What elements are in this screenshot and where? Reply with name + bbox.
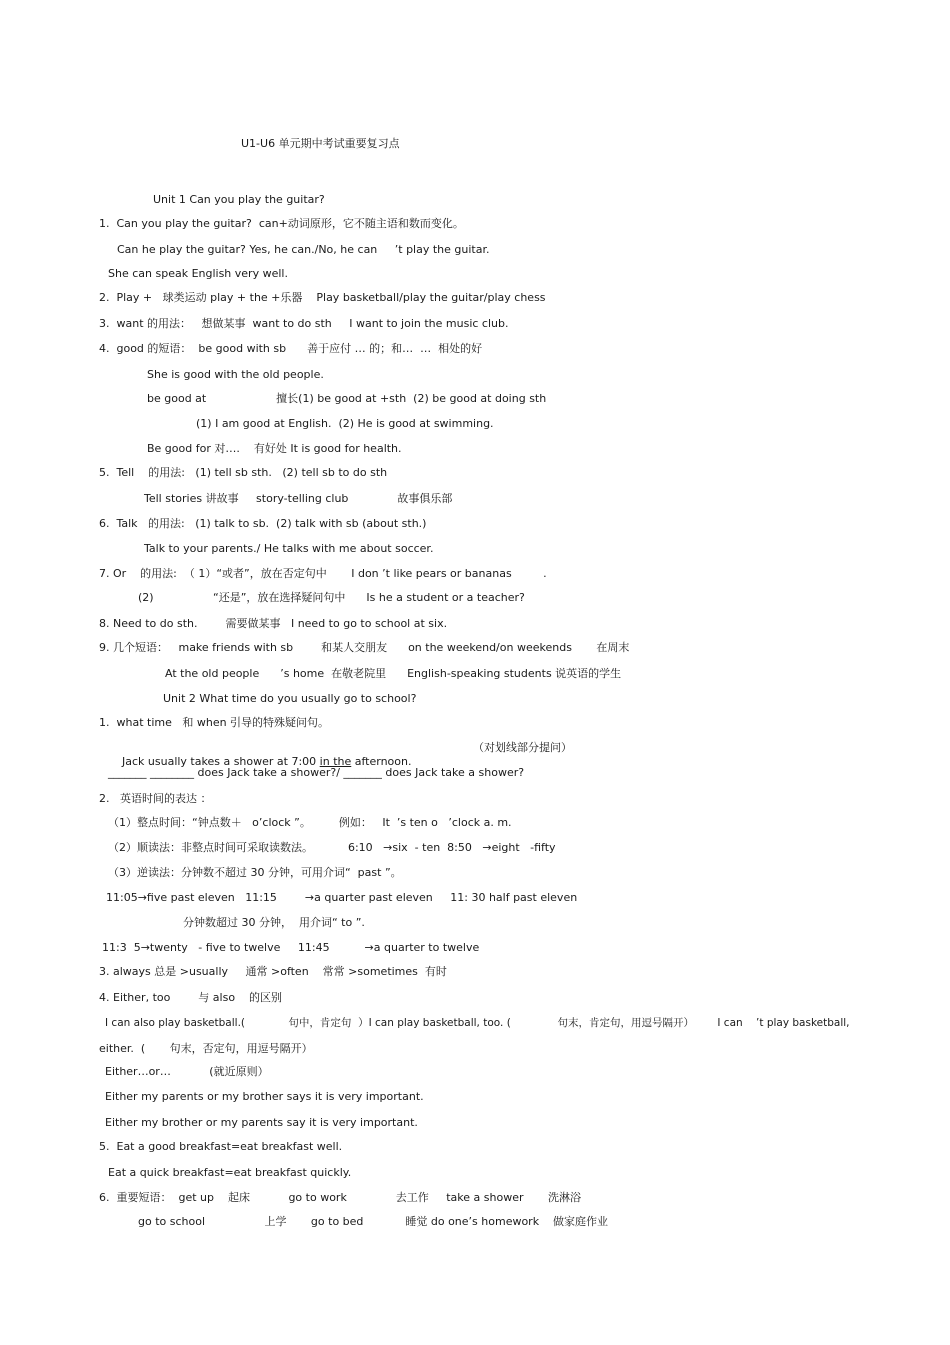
text-line: be good at 擅长(1) be good at +sth (2) be good at doing sth: [147, 392, 547, 405]
text-line: 8. Need to do sth. 需要做某事 I need to go to school at six.: [99, 617, 448, 630]
text-line: Be good for 对…. 有好处 It is good for health.: [147, 442, 402, 455]
text-line: 9. 几个短语： make friends with sb 和某人交朋友 on the weekend/on weekends 在周末: [99, 641, 630, 654]
text-line: 1. Can you play the guitar? can+动词原形，它不随主语和数而变化。: [99, 217, 464, 230]
text-line: Can he play the guitar? Yes, he can./No, he can ’t play the guitar.: [117, 243, 490, 256]
text-line: She can speak English very well.: [108, 267, 288, 280]
text-line: 4. good 的短语： be good with sb 善于应付 … 的；和… … 相处的好: [99, 342, 483, 355]
text-line: （2）顺读法：非整点时间可采取读数法。 6:10 →six - ten 8:50 →eight -fifty: [108, 841, 556, 854]
text-line: go to school 上学 go to bed 睡觉 do one’s homework 做家庭作业: [138, 1215, 609, 1228]
text-line: 3. always 总是 >usually 通常 >often 常常 >sometimes 有时: [99, 965, 447, 978]
text-line: Either…or… (就近原则）: [105, 1065, 269, 1078]
text-line: Tell stories 讲故事 story-telling club 故事俱乐部: [144, 492, 453, 505]
text-line: （3）逆读法：分钟数不超过 30 分钟，可用介词“ past ”。: [108, 866, 402, 879]
text-line: Either my brother or my parents say it is very important.: [105, 1116, 418, 1129]
text-line: 分钟数超过 30 分钟， 用介词“ to ”.: [183, 916, 365, 929]
text-line: I can also play basketball.( 句中，肯定句 ）I can play basketball, too. ( 句末，肯定句，用逗号隔开） I can ’t play basketball,: [105, 1017, 850, 1029]
text-line: 5. Eat a good breakfast=eat breakfast well.: [99, 1140, 343, 1153]
unit1-heading: Unit 1 Can you play the guitar?: [153, 193, 325, 206]
text-line: Talk to your parents./ He talks with me about soccer.: [144, 542, 434, 555]
text-line: 6. Talk 的用法: (1) talk to sb. (2) talk with sb (about sth.): [99, 517, 427, 530]
text-line: （1）整点时间：“钟点数＋ o’clock ”。 例如： It ’s ten o ’clock a. m.: [108, 816, 512, 829]
document-title: U1-U6 单元期中考试重要复习点: [241, 137, 400, 150]
text-line: 3. want 的用法： 想做某事 want to do sth I want to join the music club.: [99, 317, 509, 330]
text-line: (2) “还是”，放在选择疑问句中 Is he a student or a teacher?: [138, 591, 525, 604]
text-line: either. ( 句末，否定句，用逗号隔开）: [99, 1042, 313, 1055]
text-line: At the old people ’s home 在敬老院里 English-speaking students 说英语的学生: [165, 667, 622, 680]
text-line: 11:05→five past eleven 11:15 →a quarter past eleven 11: 30 half past eleven: [106, 891, 578, 904]
text-line: 6. 重要短语： get up 起床 go to work 去工作 take a shower 洗淋浴: [99, 1191, 581, 1204]
text-line: 7. Or 的用法: （ 1）“或者”，放在否定句中 I don ’t like pears or bananas .: [99, 567, 547, 580]
text-line: 4. Either, too 与 also 的区别: [99, 991, 283, 1004]
text-line: 5. Tell 的用法: (1) tell sb sth. (2) tell sb to do sth: [99, 466, 388, 479]
text-line: 11:3 5→twenty - five to twelve 11:45 →a quarter to twelve: [102, 941, 480, 954]
text-line: _______ ________ does Jack take a shower?/ _______ does Jack take a shower?: [108, 766, 525, 779]
text-line: Eat a quick breakfast=eat breakfast quickly.: [108, 1166, 352, 1179]
text-line: Either my parents or my brother says it is very important.: [105, 1090, 424, 1103]
unit2-heading: Unit 2 What time do you usually go to school?: [163, 692, 417, 705]
text-line: 2. Play + 球类运动 play + the +乐器 Play basketball/play the guitar/play chess: [99, 291, 546, 304]
text-line: 1. what time 和 when 引导的特殊疑问句。: [99, 716, 330, 729]
text-line: （对划线部分提问）: [473, 741, 572, 754]
text-segment: afternoon.: [351, 755, 412, 768]
text-line: 2. 英语时间的表达 ：: [99, 792, 212, 805]
text-line: (1) I am good at English. (2) He is good at swimming.: [196, 417, 494, 430]
text-segment: Jack usually takes a shower at 7:00: [122, 755, 320, 768]
underlined-phrase: in the: [319, 755, 352, 768]
text-line: She is good with the old people.: [147, 368, 324, 381]
